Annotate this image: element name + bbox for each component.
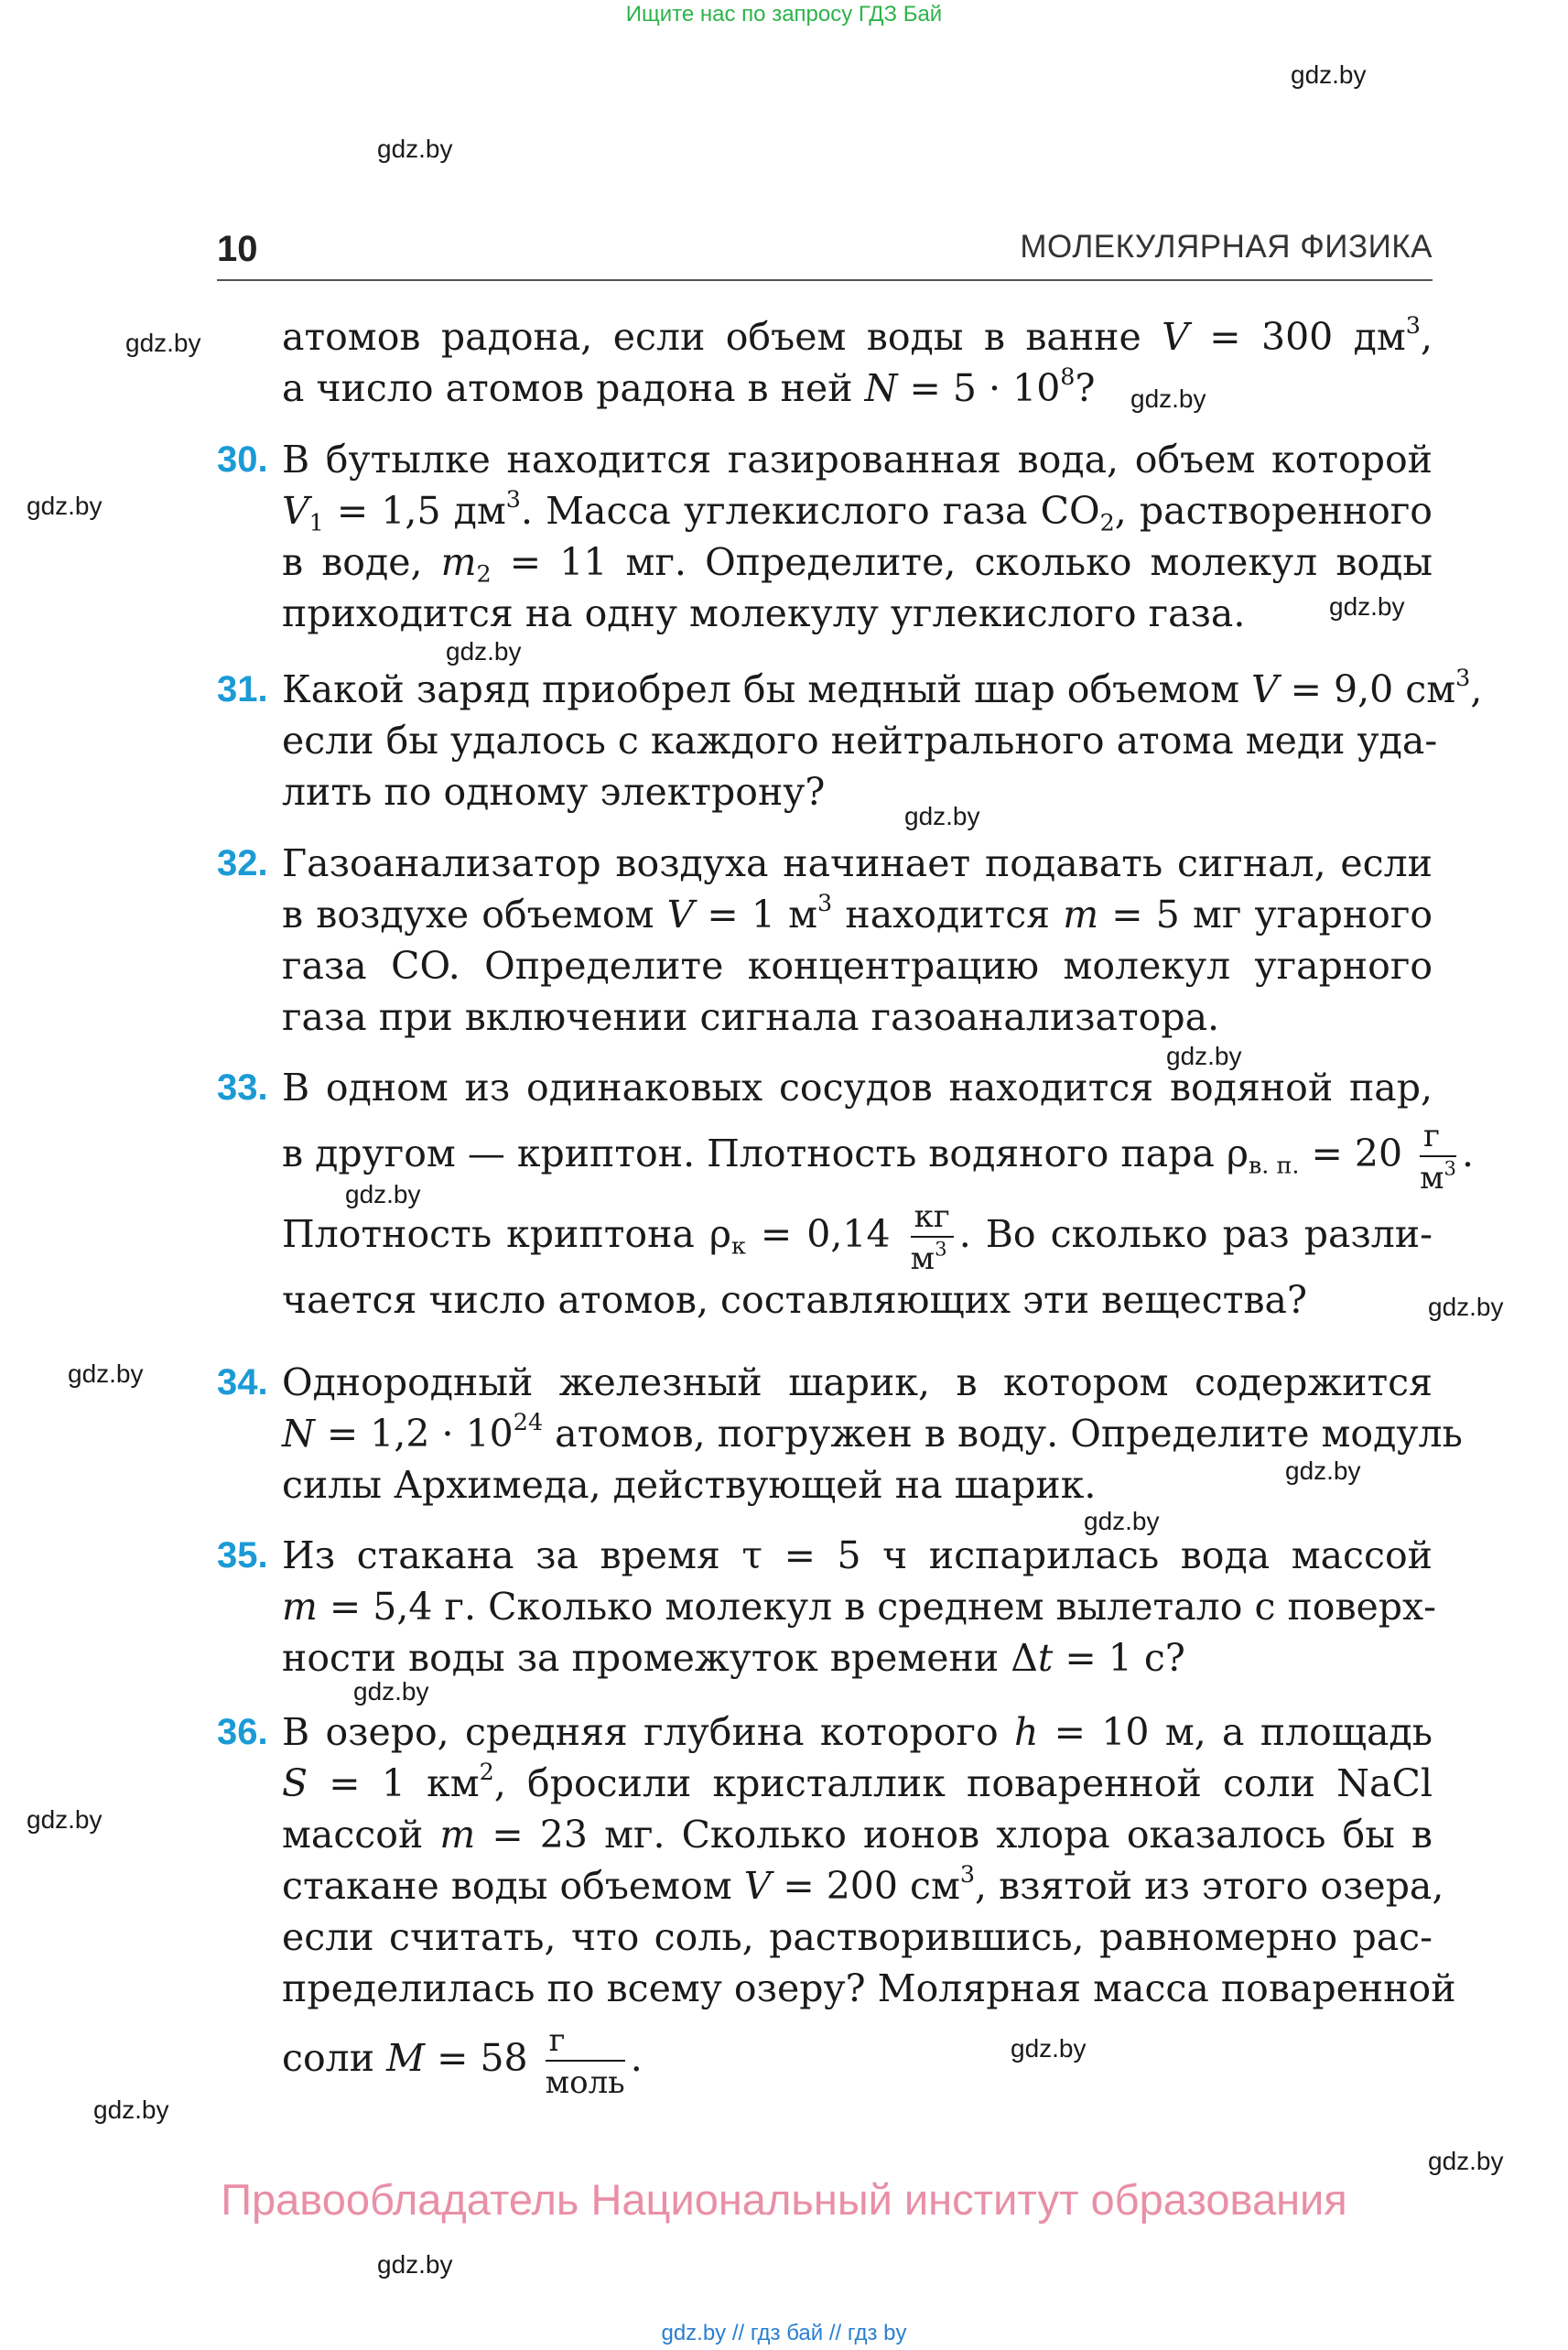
watermark: gdz.by: [1166, 1042, 1242, 1070]
watermark: gdz.by: [93, 2096, 169, 2124]
watermark: gdz.by: [27, 1805, 103, 1834]
problem-number: 33.: [217, 1067, 268, 1108]
watermark: gdz.by: [1291, 60, 1367, 89]
header-divider: [217, 279, 1433, 281]
watermark: gdz.by: [446, 637, 522, 666]
watermark: gdz.by: [1130, 384, 1206, 413]
problem-number: 30.: [217, 439, 268, 480]
problem-30-text: В бутылке находится газированная вода, объем которой $V_1 = 1,5$ $дм^3$. Масса углекислого газа $CO_2$, растворенного в воде, $m_2 = 11$ мг. Определите, сколько молекул воды приходится на одну молекулу углекислого газа.: [282, 438, 1433, 635]
page-number: 10: [217, 229, 258, 269]
watermark: gdz.by: [1011, 2034, 1087, 2063]
watermark: gdz.by: [125, 329, 201, 357]
problem-number: 34.: [217, 1362, 268, 1402]
problem-32-text: Газоанализатор воздуха начинает подавать сигнал, если в воздухе объемом V = 1 $м^3$ находится m = 5 мг угарного газа CO. Определите концентрацию молекул угарного газа при включении сигнала газоанализатора.: [282, 841, 1433, 1039]
problem-number: 35.: [217, 1535, 268, 1576]
watermark: gdz.by: [1084, 1507, 1160, 1535]
watermark: gdz.by: [1329, 592, 1405, 621]
problem-number: 32.: [217, 843, 268, 883]
section-title: МОЛЕКУЛЯРНАЯ ФИЗИКА: [1020, 229, 1433, 265]
watermark: gdz.by: [27, 492, 103, 520]
watermark: gdz.by: [68, 1359, 144, 1388]
problem-33-text: В одном из одинаковых сосудов находится водяной пар, в другом — криптон. Плотность водяного пара $\rho_{в. п.} = 20$ $\frac{г}{м^3}$ . Плотность криптона $\rho_к = 0,14$ $\frac{кг}{м^3}$ . Во сколько раз разли- чается число атомов, составляющих эти вещества?: [282, 1066, 1475, 1322]
watermark: gdz.by: [377, 2250, 453, 2279]
problem-34-text: Однородный железный шарик, в котором содержится $N = 1,2 \cdot 10^{24}$ атомов, погружен в воду. Определите модуль силы Архимеда, действующей на шарик.: [282, 1360, 1463, 1507]
bottom-links[interactable]: gdz.by // гдз бай // гдз by: [661, 2321, 907, 2345]
watermark: gdz.by: [1285, 1457, 1361, 1485]
watermark: gdz.by: [353, 1677, 429, 1706]
watermark: gdz.by: [1428, 1293, 1504, 1321]
problem-31-text: Какой заряд приобрел бы медный шар объемом V = 9,0 $см^3$, если бы удалось с каждого нейтрального атома меди уда- лить по одному электрону?: [282, 664, 1483, 814]
problem-36-text: В озеро, средняя глубина которого h = 10 м, а площадь S = 1 $км^2$, бросили кристаллик поваренной соли NaCl массой m = 23 мг. Сколько ионов хлора оказалось бы в стакане воды объемом V = 200 $см^3$, взятой из этого озера, если считать, что соль, растворившись, равномерно рас- пределилась по всему озеру? Молярная масса поваренной соли M = 58 $\frac{г}{\text{моль}}$ .: [282, 1710, 1456, 2101]
problem-number: 31.: [217, 669, 268, 709]
watermark: gdz.by: [1428, 2147, 1504, 2175]
fraction-g-per-mol: $\frac{г}{\text{моль}}$: [545, 2021, 625, 2101]
watermark: gdz.by: [345, 1180, 421, 1208]
fraction-kg-per-m3: $\frac{кг}{м^3}$: [911, 1201, 954, 1274]
problem-number: 36.: [217, 1712, 268, 1752]
watermark: gdz.by: [377, 135, 453, 163]
fraction-g-per-m3: $\frac{г}{м^3}$: [1420, 1117, 1456, 1197]
problem-29-continuation: атомов радона, если объем воды в ванне V = 300 $дм^3$, а число атомов радона в ней $N = 5 \cdot 10^8$?: [282, 311, 1433, 410]
problem-35-text: Из стакана за время τ = 5 ч испарилась вода массой m = 5,4 г. Сколько молекул в среднем вылетало с поверх- ности воды за промежуток времени Δt = 1 с?: [282, 1533, 1437, 1680]
watermark: gdz.by: [904, 802, 980, 830]
copyright-footer: Правообладатель Национальный институт образования: [221, 2175, 1347, 2224]
search-hint-banner: Ищите нас по запросу ГДЗ Бай: [625, 2, 943, 27]
